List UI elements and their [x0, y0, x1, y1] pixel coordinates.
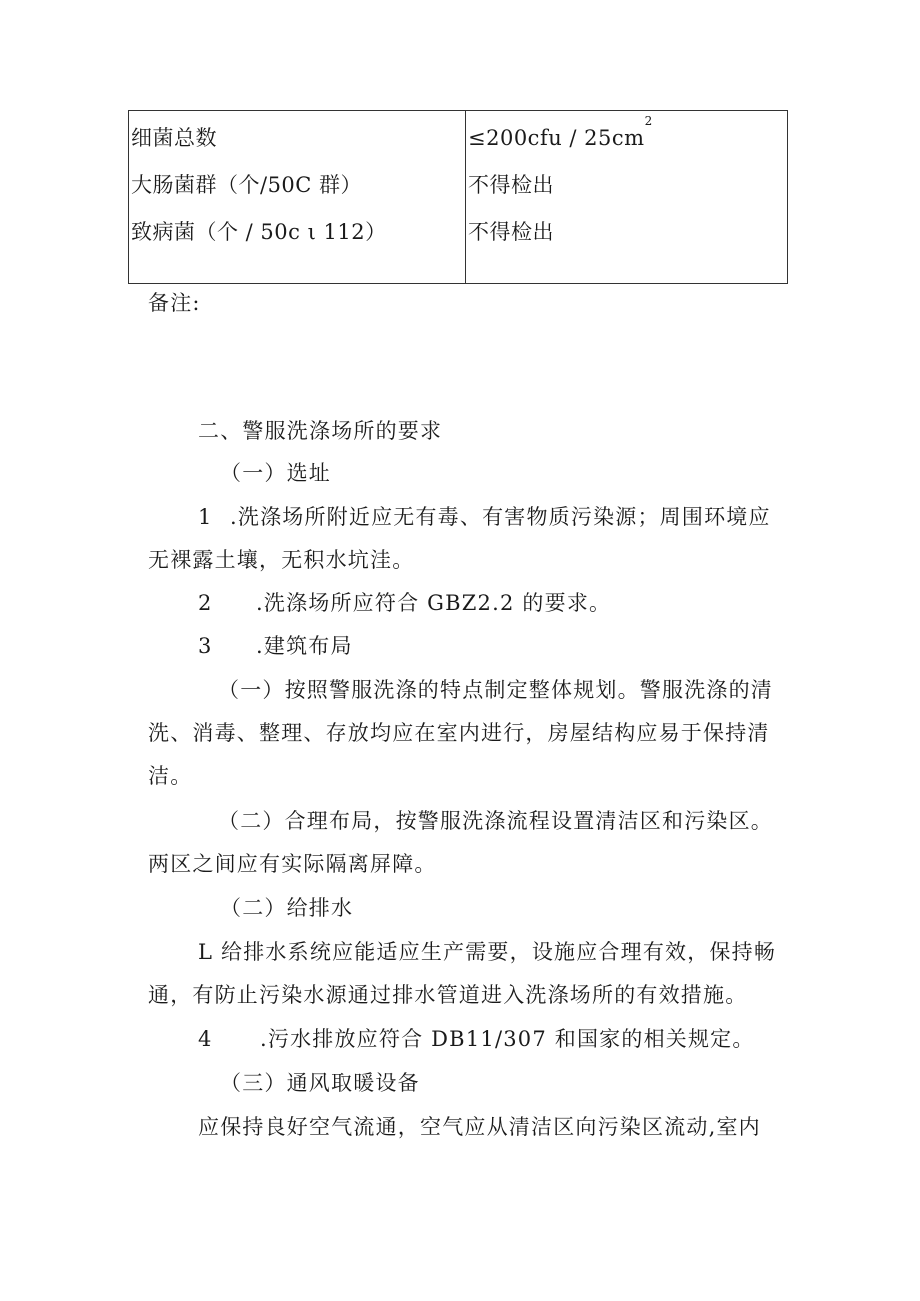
paragraph-line — [198, 1024, 755, 1054]
paragraph-line: 应保持良好空气流通，空气应从清洁区向污染区流动,室内 — [198, 1115, 761, 1139]
item-text: .建筑布局 — [256, 634, 353, 658]
subsection-heading: （一）选址 — [220, 461, 331, 485]
paragraph-line: 洁。 — [148, 764, 193, 788]
item-number: 2 — [198, 591, 213, 615]
paragraph-line: （二）合理布局，按警服洗涤流程设置清洁区和污染区。 — [218, 809, 773, 833]
paragraph-line: 洗、消毒、整理、存放均应在室内进行，房屋结构应易于保持清 — [148, 721, 770, 745]
item-number: 3 — [198, 634, 213, 658]
subsection-heading: （二）给排水 — [220, 896, 354, 920]
paragraph-line: L 给排水系统应能适应生产需要，设施应合理有效，保持畅 — [198, 940, 777, 964]
item-column — [129, 111, 466, 284]
subsection-heading: （三）通风取暖设备 — [220, 1071, 420, 1095]
paragraph-line — [198, 502, 771, 532]
table-cell-limit — [466, 115, 787, 162]
item-text: .洗涤场所应符合 GBZ2.2 的要求。 — [256, 591, 612, 615]
table-row — [129, 111, 788, 284]
paragraph-line: （一）按照警服洗涤的特点制定整体规划。警服洗涤的清 — [218, 678, 773, 702]
item-number: 4 — [198, 1027, 213, 1051]
section-title: 二、警服洗涤场所的要求 — [198, 419, 443, 443]
table-cell-item: 大肠菌群（个/50C 群） — [131, 173, 363, 197]
table-cell-item: 致病菌（个 / 50c ι 112） — [131, 220, 387, 244]
hygiene-standard-table — [128, 110, 788, 284]
item-number: 1 — [198, 505, 213, 529]
limit-superscript: 2 — [644, 114, 653, 128]
note-label: 备注: — [148, 291, 201, 315]
limit-value: ≤200cfu / 25cm — [468, 126, 645, 150]
limit-column — [466, 111, 788, 284]
table-cell-limit: 不得检出 — [468, 220, 554, 244]
item-text: .污水排放应符合 DB11/307 和国家的相关规定。 — [260, 1027, 755, 1051]
item-text: .洗涤场所附近应无有毒、有害物质污染源；周围环境应 — [230, 505, 771, 529]
paragraph-line: 无裸露土壤，无积水坑洼。 — [148, 548, 415, 572]
paragraph-line — [198, 588, 611, 618]
paragraph-line: 两区之间应有实际隔离屏障。 — [148, 852, 437, 876]
table-cell-item: 细菌总数 — [131, 126, 217, 150]
paragraph-line — [198, 631, 353, 661]
paragraph-line: 通，有防止污染水源通过排水管道进入洗涤场所的有效措施。 — [148, 983, 748, 1007]
table-cell-limit: 不得检出 — [468, 173, 554, 197]
